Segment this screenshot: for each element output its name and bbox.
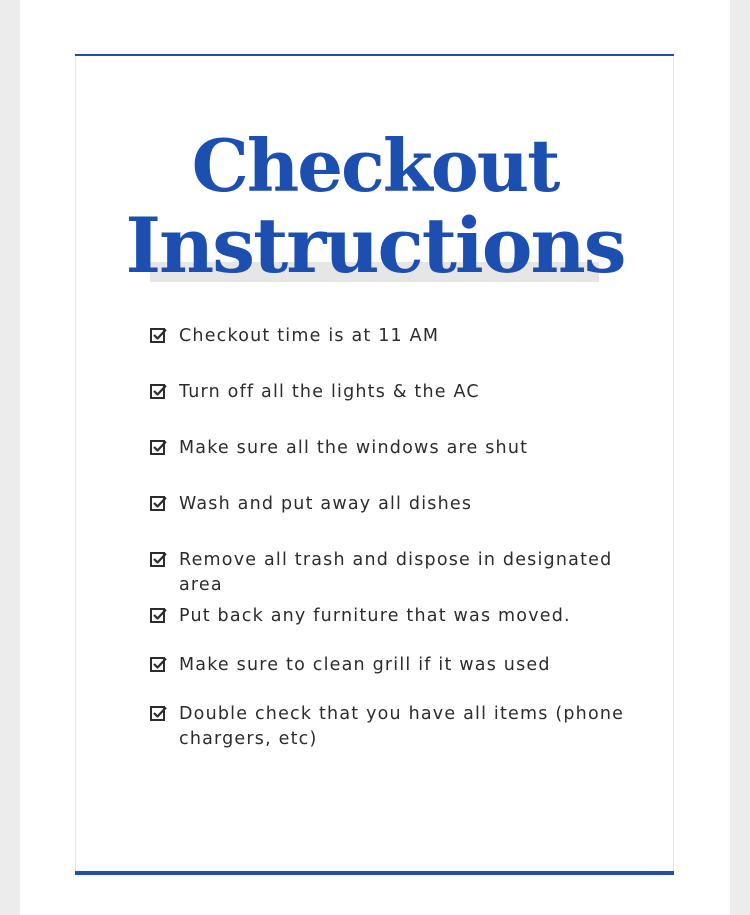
bottom-rule: [75, 871, 674, 875]
checklist-item: [150, 653, 660, 678]
checked-box-icon: [150, 383, 167, 400]
checklist-item: [150, 380, 660, 405]
checked-box-icon: [150, 439, 167, 456]
checklist-item: [150, 702, 660, 752]
title-line-2: Instructions: [125, 201, 625, 290]
checked-box-icon: [150, 607, 167, 624]
checked-box-icon: [150, 705, 167, 722]
checklist-item: [150, 548, 660, 598]
checked-box-icon: [150, 656, 167, 673]
checklist-item-text: Make sure to clean grill if it was used: [179, 655, 551, 675]
checklist-item-text: Remove all trash and dispose in designated area: [179, 550, 613, 595]
checklist-item-text: Wash and put away all dishes: [179, 494, 473, 514]
checklist-item-text: Double check that you have all items (phone chargers, etc): [179, 704, 625, 749]
checklist-item: [150, 492, 660, 517]
checklist-item-text: Put back any furniture that was moved.: [179, 606, 571, 626]
checklist-item: [150, 324, 660, 349]
top-rule: [75, 54, 674, 56]
checklist-item-text: Make sure all the windows are shut: [179, 438, 529, 458]
checked-box-icon: [150, 551, 167, 568]
page-title: [0, 123, 750, 290]
checklist-item-text: Turn off all the lights & the AC: [179, 382, 480, 402]
checklist-item-text: Checkout time is at 11 AM: [179, 326, 440, 346]
checklist-item: [150, 436, 660, 461]
checked-box-icon: [150, 495, 167, 512]
checklist-item: [150, 604, 660, 629]
checked-box-icon: [150, 327, 167, 344]
title-line-1: Checkout: [191, 123, 559, 208]
